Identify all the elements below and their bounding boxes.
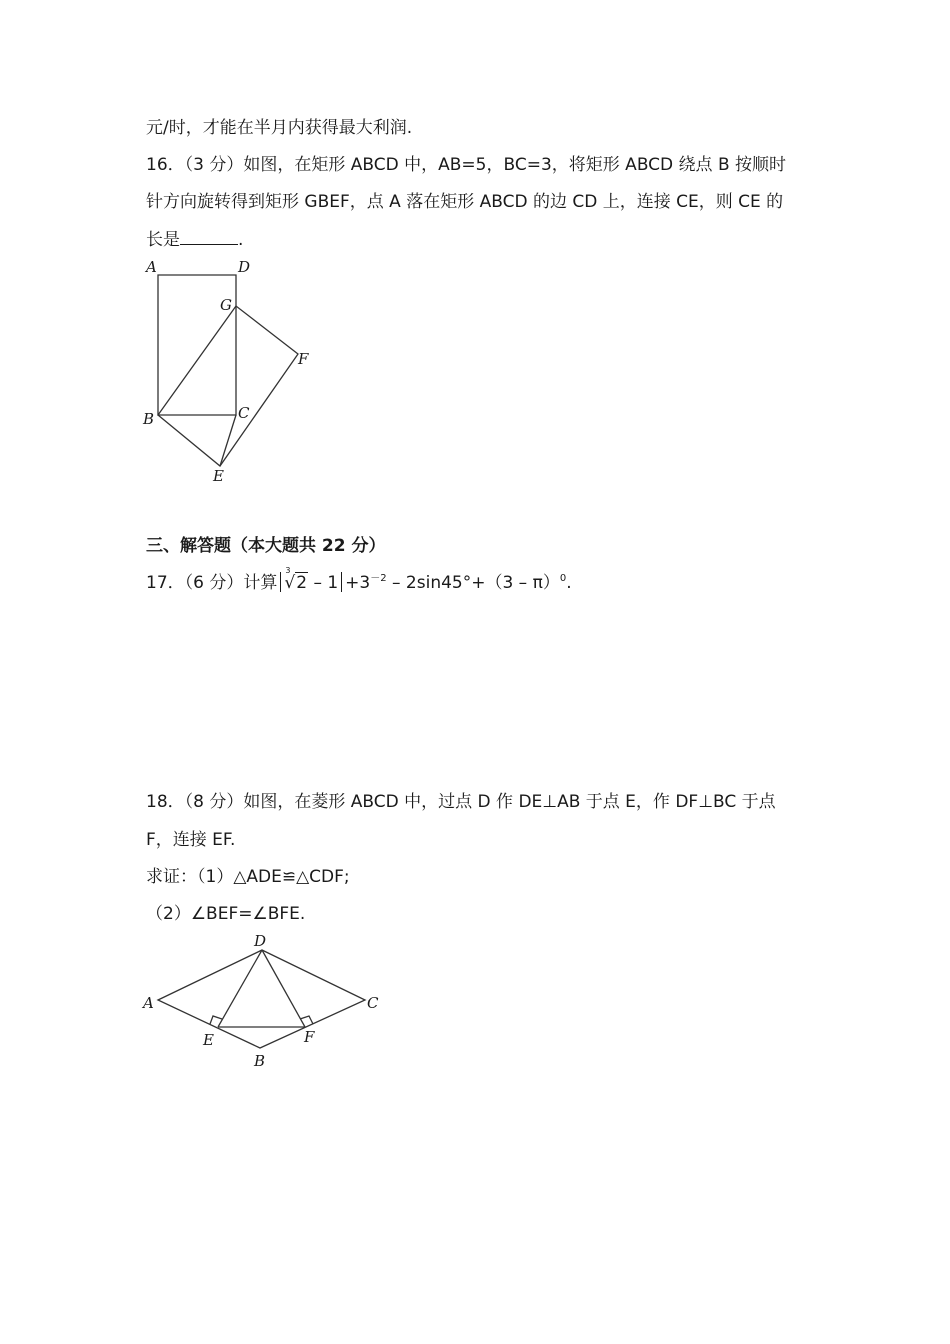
q16-number: 16． xyxy=(146,155,185,175)
q16-figure xyxy=(140,258,330,490)
radical-index: 3 xyxy=(285,566,291,575)
label-e: E xyxy=(203,1031,214,1049)
q18-score: （8 分） xyxy=(184,792,244,812)
segment-df xyxy=(262,950,305,1027)
label-f: F xyxy=(298,350,309,368)
q16-text-3: 长是 xyxy=(146,230,180,250)
q16-score: （3 分） xyxy=(184,155,244,175)
q18-line-2: F，连接 EF. xyxy=(146,830,236,850)
label-d: D xyxy=(238,258,251,276)
radicand: 2 xyxy=(296,573,308,593)
segment-de xyxy=(218,950,262,1027)
rhombus-abcd xyxy=(158,950,365,1048)
label-e: E xyxy=(213,467,224,485)
abs-bar-right xyxy=(341,572,342,592)
q18-line-1 xyxy=(146,790,776,814)
label-a: A xyxy=(143,994,154,1012)
abs-bar-left xyxy=(280,572,281,592)
label-g: G xyxy=(220,296,232,314)
label-a: A xyxy=(146,258,157,276)
label-c: C xyxy=(367,994,379,1012)
segment-ce xyxy=(220,415,236,466)
q17-term2-exponent: －2 xyxy=(370,573,387,584)
q16-line-3 xyxy=(146,228,243,252)
q17-term3-exponent: 0 xyxy=(559,573,567,584)
q18-figure xyxy=(140,930,390,1070)
q18-line-3: 求证：（1）△ADE≌△CDF; xyxy=(146,867,350,887)
q17-term2: +3 xyxy=(345,573,371,593)
q16-text-1: 如图，在矩形 ABCD 中，AB=5，BC=3，将矩形 ABCD 绕点 B 按顺时 xyxy=(243,155,787,175)
label-b: B xyxy=(143,410,155,428)
q17-prefix: 计算 xyxy=(243,573,278,593)
q17-number: 17． xyxy=(146,573,185,593)
label-c: C xyxy=(238,404,250,422)
section-3-heading: 三、解答题（本大题共 22 分） xyxy=(146,536,386,556)
label-d: D xyxy=(254,932,267,950)
label-f: F xyxy=(304,1028,315,1046)
q16-line-2: 针方向旋转得到矩形 GBEF，点 A 落在矩形 ABCD 的边 CD 上，连接 CE，则 CE 的 xyxy=(146,192,784,212)
q16-text-3-end: . xyxy=(238,230,244,250)
q18-text-1: 如图，在菱形 ABCD 中，过点 D 作 DE⊥AB 于点 E，作 DF⊥BC 于点 xyxy=(243,792,776,812)
q15-tail-text: 元/时，才能在半月内获得最大利润. xyxy=(146,118,413,138)
q17-term3: – 2sin45°+（3 – π） xyxy=(386,573,560,593)
q17-abs-tail: – 1 xyxy=(308,573,339,593)
q18-line-4: （2）∠BEF=∠BFE. xyxy=(146,904,306,924)
q17-line xyxy=(146,566,572,595)
q17-end: . xyxy=(566,573,572,593)
q17-score: （6 分） xyxy=(184,573,244,593)
cube-root xyxy=(284,566,308,595)
radical-sign-icon: √ xyxy=(284,573,296,593)
label-b: B xyxy=(254,1052,266,1070)
q18-number: 18． xyxy=(146,792,185,812)
q16-line-1 xyxy=(146,153,786,177)
q16-answer-blank[interactable] xyxy=(180,228,238,245)
